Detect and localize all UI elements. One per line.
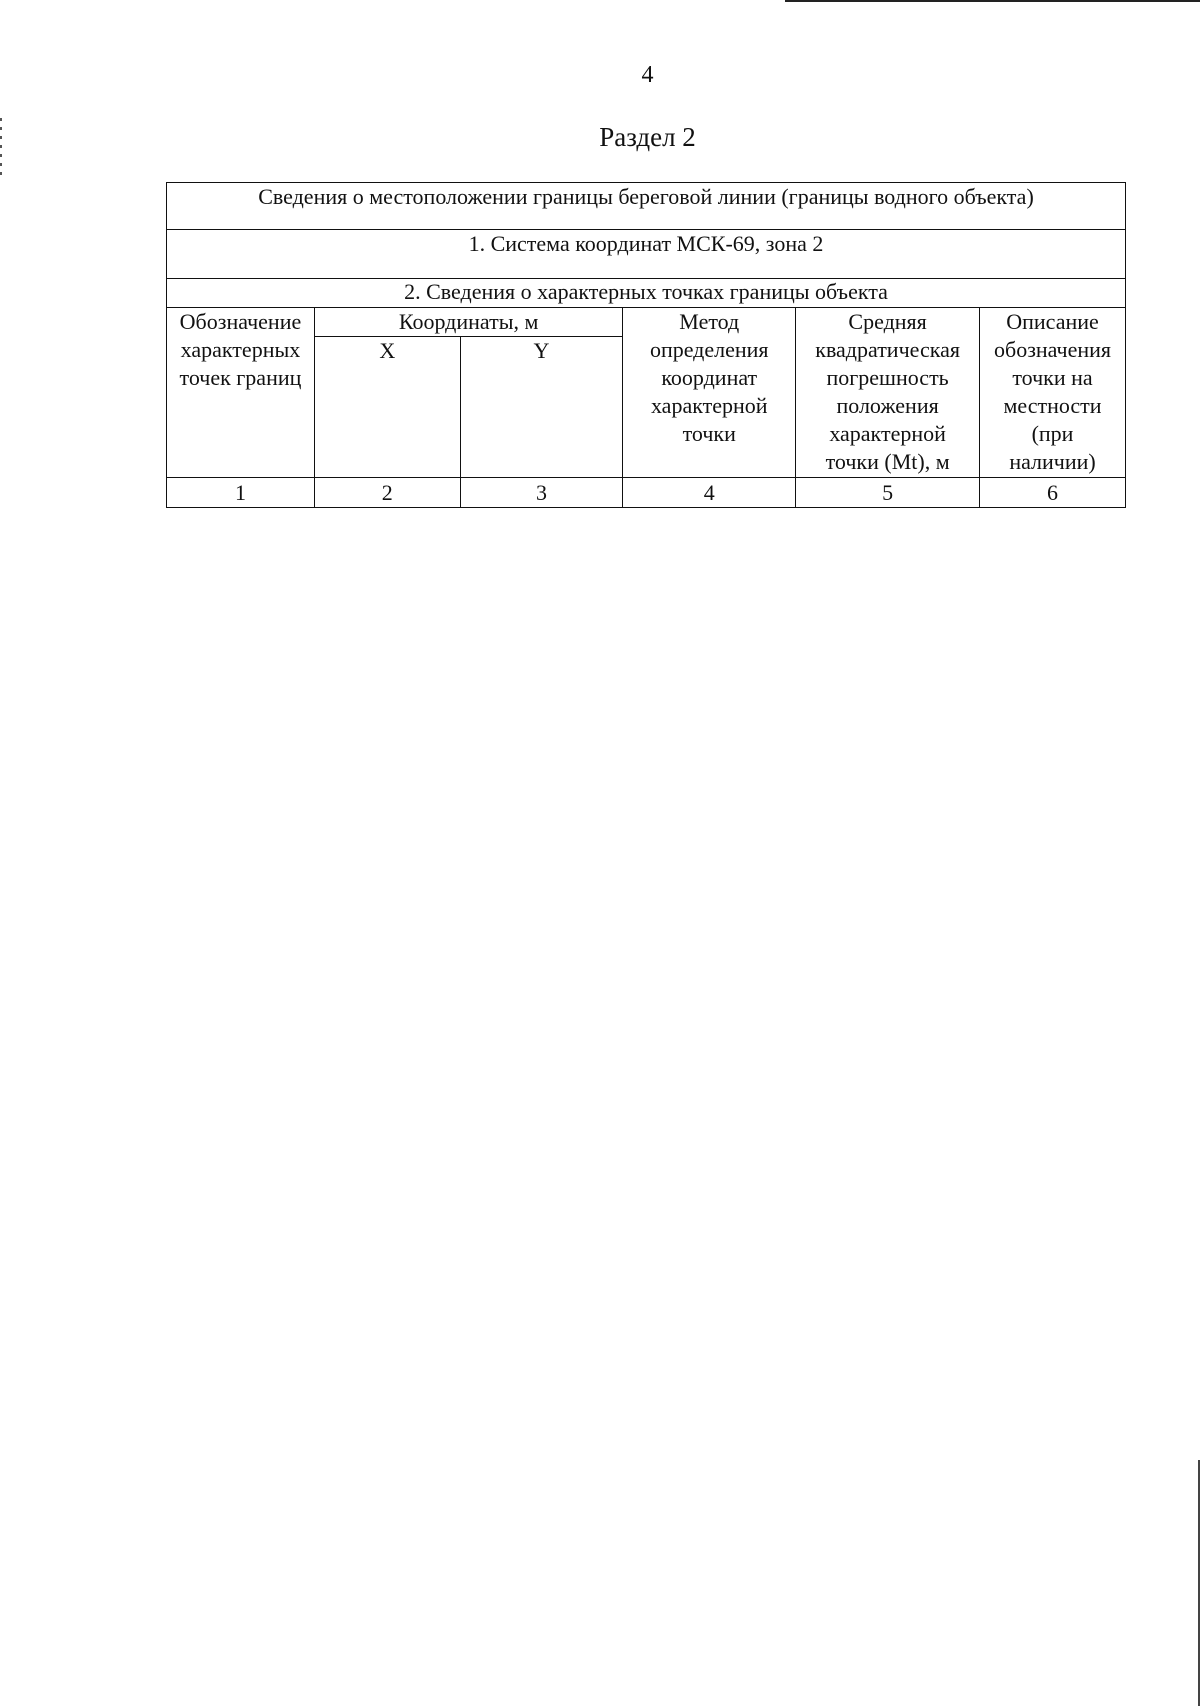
column-number: 5: [796, 478, 980, 508]
header-description: Описание обозначения точки на местности (при наличии): [980, 308, 1126, 478]
coordinate-system: 1. Система координат МСК-69, зона 2: [167, 230, 1126, 279]
column-numbers-row: [167, 478, 1126, 508]
page-number: 4: [641, 62, 654, 88]
table-header-row: [167, 308, 1126, 337]
table-caption-row: [167, 183, 1126, 230]
header-error: Средняя квадратическая погрешность положения характерной точки (Mt), м: [796, 308, 980, 478]
header-coordinates: Координаты, м: [314, 308, 622, 337]
shoreline-table: [166, 182, 1126, 508]
header-y: Y: [460, 337, 623, 478]
header-x: X: [314, 337, 460, 478]
coordinate-system-row: [167, 230, 1126, 279]
points-title: 2. Сведения о характерных точках границы объекта: [167, 279, 1126, 308]
top-edge-rule: [785, 0, 1200, 2]
header-designation: Обозначение характерных точек границ: [167, 308, 315, 478]
column-number: 4: [623, 478, 796, 508]
table-caption: Сведения о местоположении границы береговой линии (границы водного объекта): [167, 183, 1126, 230]
section-title: Раздел 2: [599, 122, 696, 152]
column-number: 3: [460, 478, 623, 508]
points-title-row: [167, 279, 1126, 308]
header-method: Метод определения координат характерной точки: [623, 308, 796, 478]
column-number: 1: [167, 478, 315, 508]
column-number: 6: [980, 478, 1126, 508]
column-number: 2: [314, 478, 460, 508]
